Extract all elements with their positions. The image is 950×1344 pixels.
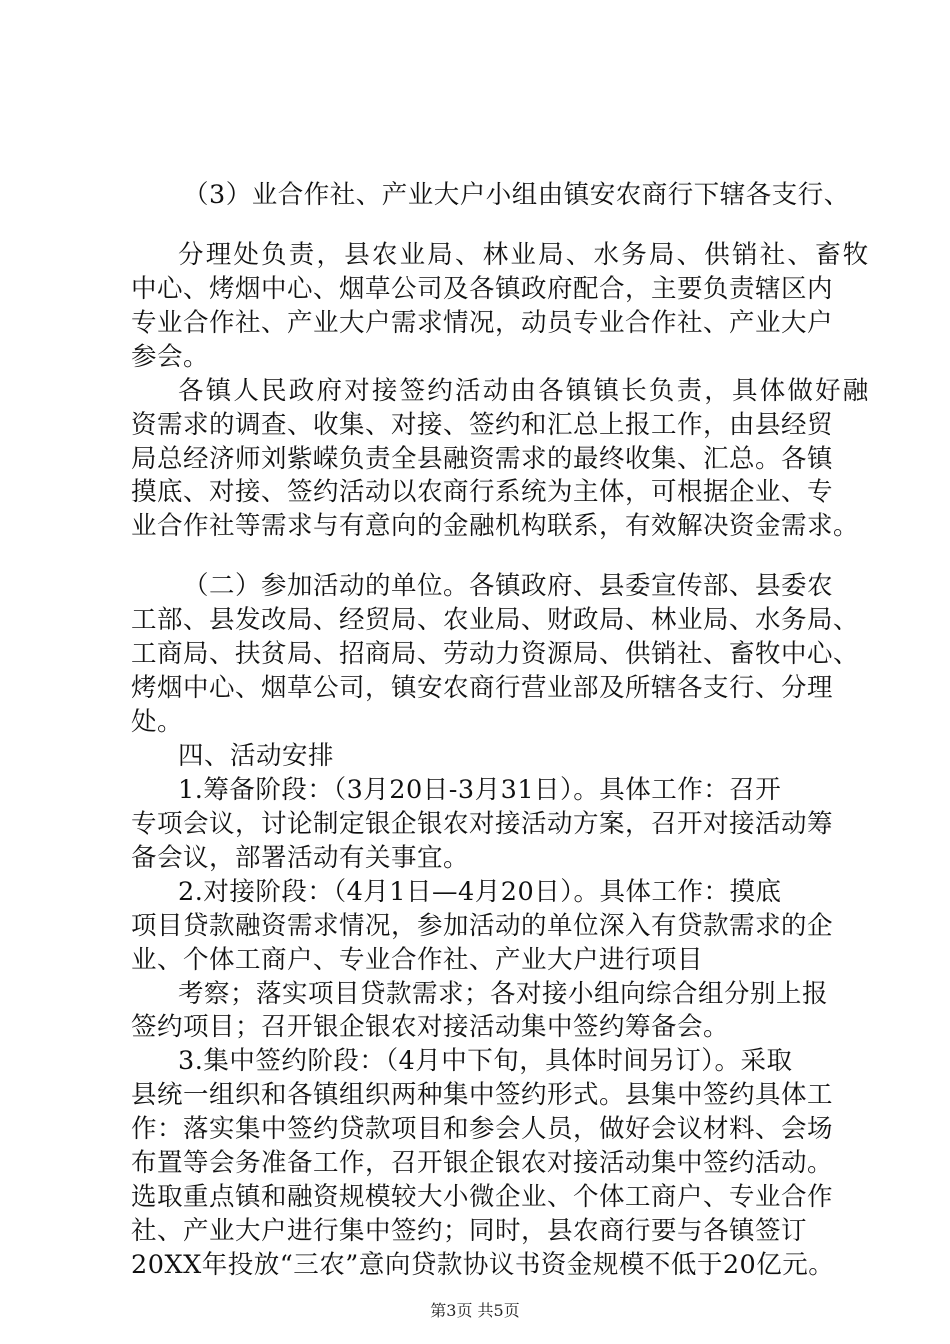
paragraph-line: 参会。 xyxy=(131,342,210,372)
paragraph-line: 分理处负责，县农业局、林业局、水务局、供销社、畜牧 xyxy=(178,240,871,270)
section-heading: 四、活动安排 xyxy=(178,741,335,771)
paragraph-line: 3.集中签约阶段：（4月中下旬，具体时间另订）。采取 xyxy=(178,1046,793,1076)
paragraph-line: 项目贷款融资需求情况，参加活动的单位深入有贷款需求的企 xyxy=(131,911,834,941)
paragraph-line: 工部、县发改局、经贸局、农业局、财政局、林业局、水务局、 xyxy=(131,605,860,635)
paragraph-line: （3）业合作社、产业大户小组由镇安农商行下辖各支行、 xyxy=(183,180,850,210)
paragraph-line: 摸底、对接、签约活动以农商行系统为主体，可根据企业、专 xyxy=(131,477,834,507)
paragraph-line: 2.对接阶段：（4月1日—4月20日）。具体工作：摸底 xyxy=(178,877,782,907)
paragraph-line: 处。 xyxy=(131,707,184,737)
paragraph-line: 工商局、扶贫局、招商局、劳动力资源局、供销社、畜牧中心、 xyxy=(131,639,860,669)
paragraph-line: 考察；落实项目贷款需求；各对接小组向综合组分别上报 xyxy=(178,979,829,1009)
paragraph-line: 1.筹备阶段：（3月20日-3月31日）。具体工作：召开 xyxy=(178,775,782,805)
paragraph-line: 专项会议，讨论制定银企银农对接活动方案，召开对接活动筹 xyxy=(131,809,834,839)
paragraph-line: 选取重点镇和融资规模较大小微企业、个体工商户、专业合作 xyxy=(131,1182,834,1212)
paragraph-line: 作：落实集中签约贷款项目和参会人员，做好会议材料、会场 xyxy=(131,1114,834,1144)
paragraph-line: 业、个体工商户、专业合作社、产业大户进行项目 xyxy=(131,945,704,975)
paragraph-line: 县统一组织和各镇组织两种集中签约形式。县集中签约具体工 xyxy=(131,1080,834,1110)
paragraph-line: 业合作社等需求与有意向的金融机构联系，有效解决资金需求。 xyxy=(131,511,860,541)
paragraph-line: 专业合作社、产业大户需求情况，动员专业合作社、产业大户 xyxy=(131,308,834,338)
paragraph-line: 20XX年投放“三农”意向贷款协议书资金规模不低于20亿元。 xyxy=(131,1250,835,1280)
paragraph-line: 局总经济师刘紫嵘负责全县融资需求的最终收集、汇总。各镇 xyxy=(131,444,834,474)
paragraph-line: 备会议，部署活动有关事宜。 xyxy=(131,843,470,873)
paragraph-line: （二）参加活动的单位。各镇政府、县委宣传部、县委农 xyxy=(183,571,834,601)
paragraph-line: 烤烟中心、烟草公司，镇安农商行营业部及所辖各支行、分理 xyxy=(131,673,834,703)
paragraph-line: 资需求的调查、收集、对接、签约和汇总上报工作，由县经贸 xyxy=(131,410,834,440)
paragraph-line: 签约项目；召开银企银农对接活动集中签约筹备会。 xyxy=(131,1012,730,1042)
paragraph-line: 中心、烤烟中心、烟草公司及各镇政府配合，主要负责辖区内 xyxy=(131,274,834,304)
paragraph-line: 布置等会务准备工作，召开银企银农对接活动集中签约活动。 xyxy=(131,1148,834,1178)
page-footer: 第3页 共5页 xyxy=(430,1301,520,1320)
paragraph-line: 各镇人民政府对接签约活动由各镇镇长负责，具体做好融 xyxy=(178,376,871,406)
paragraph-line: 社、产业大户进行集中签约；同时，县农商行要与各镇签订 xyxy=(131,1216,808,1246)
